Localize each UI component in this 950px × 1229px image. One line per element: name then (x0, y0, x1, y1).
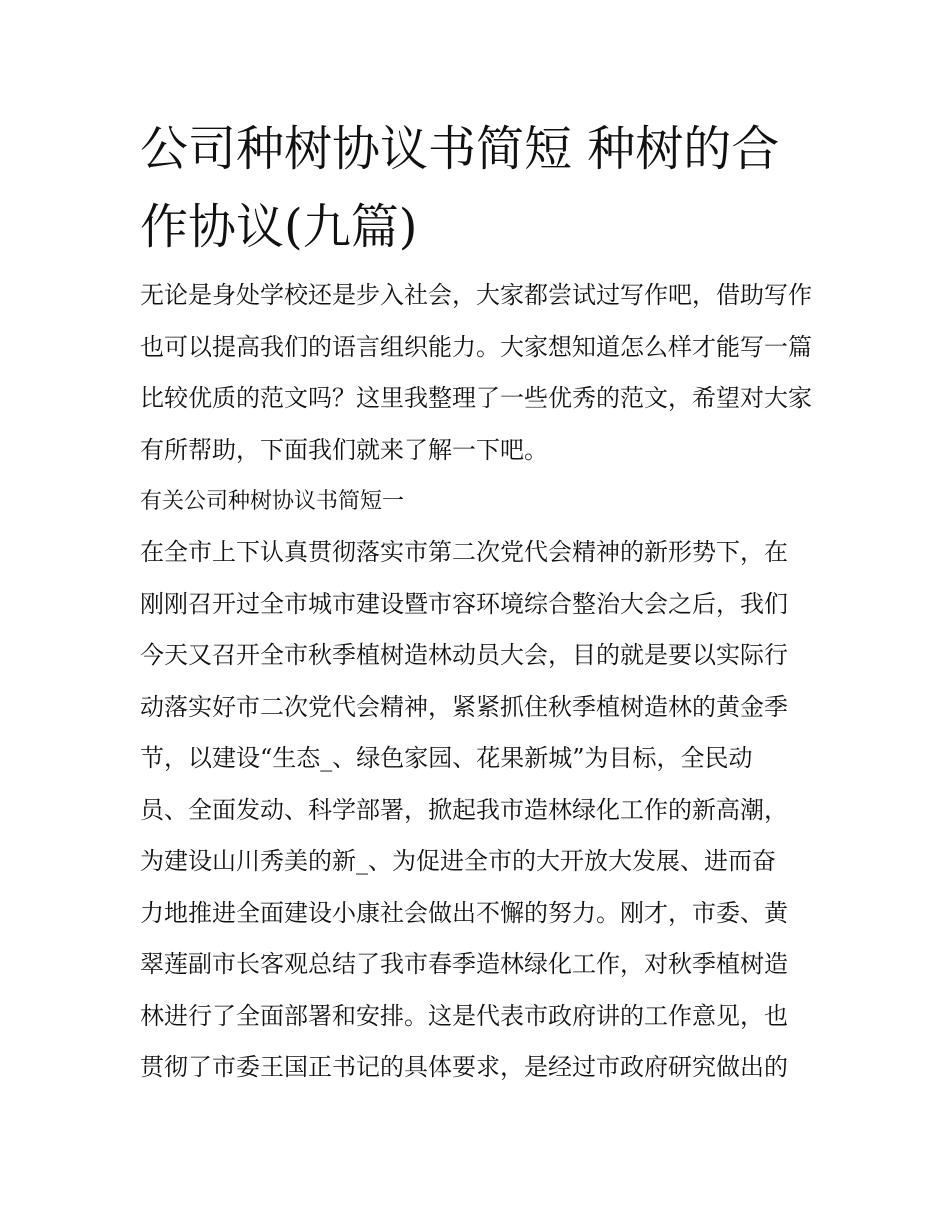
body-line: 林进行了全面部署和安排。这是代表市政府讲的工作意见，也 (140, 1001, 788, 1030)
body-line: 节，以建设“生态_、绿色家园、花果新城”为目标，全民动 (140, 744, 753, 772)
body-line: 力地推进全面建设小康社会做出不懈的努力。刚才，市委、黄 (140, 898, 788, 927)
body-text (140, 527, 812, 1094)
body-line: 贯彻了市委王国正书记的具体要求，是经过市政府研究做出的 (140, 1053, 788, 1081)
intro-paragraph: 无论是身处学校还是步入社会，大家都尝试过写作吧，借助写作也可以提高我们的语言组织能力。大家想知道怎么样才能写一篇比较优质的范文吗？这里我整理了一些优秀的范文，希望对大家有所帮助，下面我们就来了解一下吧。 (140, 281, 812, 464)
body-line: 刚刚召开过全市城市建设暨市容环境综合整治大会之后，我们 (140, 589, 788, 618)
body-line: 为建设山川秀美的新_、为促进全市的大开放大发展、进而奋 (140, 847, 776, 875)
body-line: 动落实好市二次党代会精神，紧紧抓住秋季植树造林的黄金季 (140, 692, 788, 721)
body-line: 员、全面发动、科学部署，掀起我市造林绿化工作的新高潮， (140, 795, 788, 824)
body-line: 在全市上下认真贯彻落实市第二次党代会精神的新形势下，在 (140, 538, 788, 566)
body-line: 翠莲副市长客观总结了我市春季造林绿化工作，对秋季植树造 (140, 950, 788, 978)
section-heading: 有关公司种树协议书简短一 (140, 489, 405, 514)
document-content (140, 110, 812, 1094)
document-title: 公司种树协议书简短 种树的合作协议(九篇) (140, 121, 780, 255)
body-line: 今天又召开全市秋季植树造林动员大会，目的就是要以实际行 (140, 641, 788, 669)
